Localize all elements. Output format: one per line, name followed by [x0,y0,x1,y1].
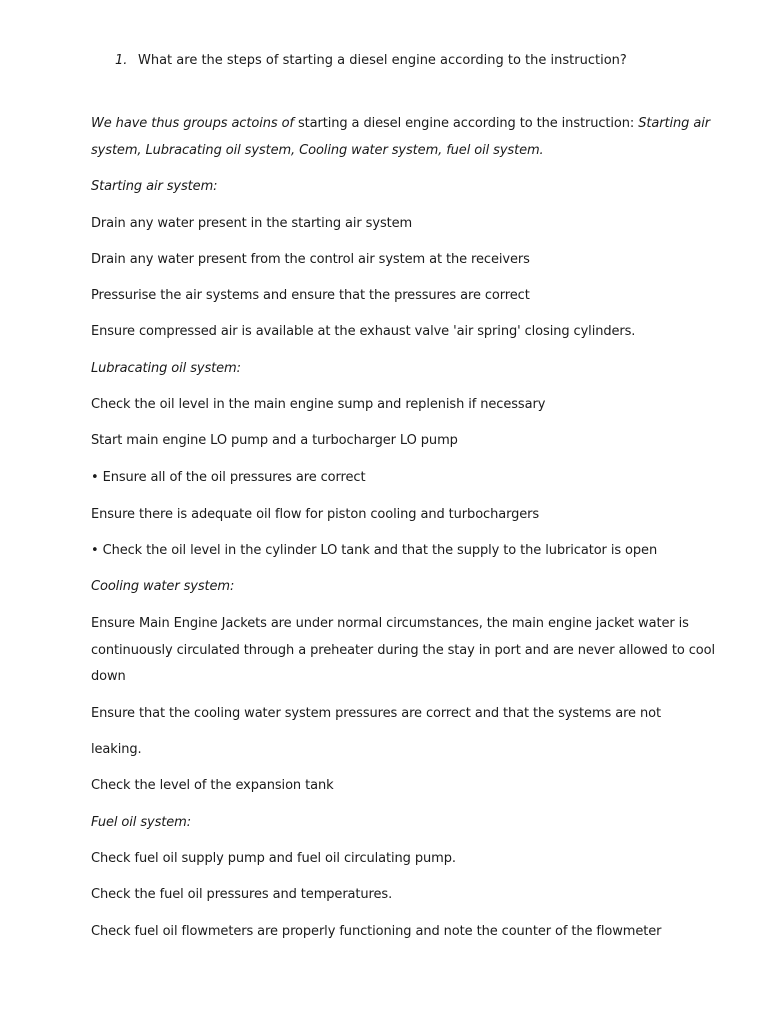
fuel-oil-item: Check fuel oil flowmeters are properly functioning and note the counter of the flowmeter [91,924,662,939]
starting-air-item: Drain any water present in the starting air system [91,216,413,231]
lubricating-oil-item: Start main engine LO pump and a turbocharger LO pump [91,433,458,448]
cooling-water-heading: Cooling water system: [91,579,235,594]
intro-italic-tail: Starting air [638,116,710,131]
lubricating-oil-item: Ensure there is adequate oil flow for piston cooling and turbochargers [91,507,540,522]
starting-air-item: Pressurise the air systems and ensure that the pressures are correct [91,288,530,303]
fuel-oil-heading: Fuel oil system: [91,815,192,830]
starting-air-item: Drain any water present from the control air system at the receivers [91,252,530,267]
lubricating-oil-item: • Check the oil level in the cylinder LO tank and that the supply to the lubricator is open [91,543,658,558]
fuel-oil-item: Check the fuel oil pressures and temperatures. [91,887,393,902]
intro-line-2: system, Lubracating oil system, Cooling water system, fuel oil system. [91,143,544,158]
cooling-water-expansion-line: Check the level of the expansion tank [91,778,334,793]
lubricating-oil-item: • Ensure all of the oil pressures are correct [91,470,366,485]
cooling-water-pressures-line: leaking. [91,742,142,757]
fuel-oil-item: Check fuel oil supply pump and fuel oil circulating pump. [91,851,456,866]
question-text: What are the steps of starting a diesel engine according to the instruction? [138,53,627,68]
lubricating-oil-heading: Lubracating oil system: [91,361,241,376]
cooling-water-pressures-line: Ensure that the cooling water system pressures are correct and that the systems are not [91,706,661,721]
cooling-water-jackets-line: Ensure Main Engine Jackets are under normal circumstances, the main engine jacket water is [91,616,689,631]
cooling-water-jackets-line: continuously circulated through a preheater during the stay in port and are never allowed to cool [91,643,716,658]
lubricating-oil-item: Check the oil level in the main engine sump and replenish if necessary [91,397,546,412]
question-item [115,53,627,69]
intro-italic-lead: We have thus groups actoins of [91,116,294,131]
cooling-water-jackets-line: down [91,669,126,684]
intro-plain: starting a diesel engine according to the instruction: [293,116,639,131]
intro-line-1 [91,116,710,132]
question-number: 1. [115,53,128,68]
starting-air-heading: Starting air system: [91,179,218,194]
starting-air-item: Ensure compressed air is available at the exhaust valve 'air spring' closing cylinders. [91,324,636,339]
